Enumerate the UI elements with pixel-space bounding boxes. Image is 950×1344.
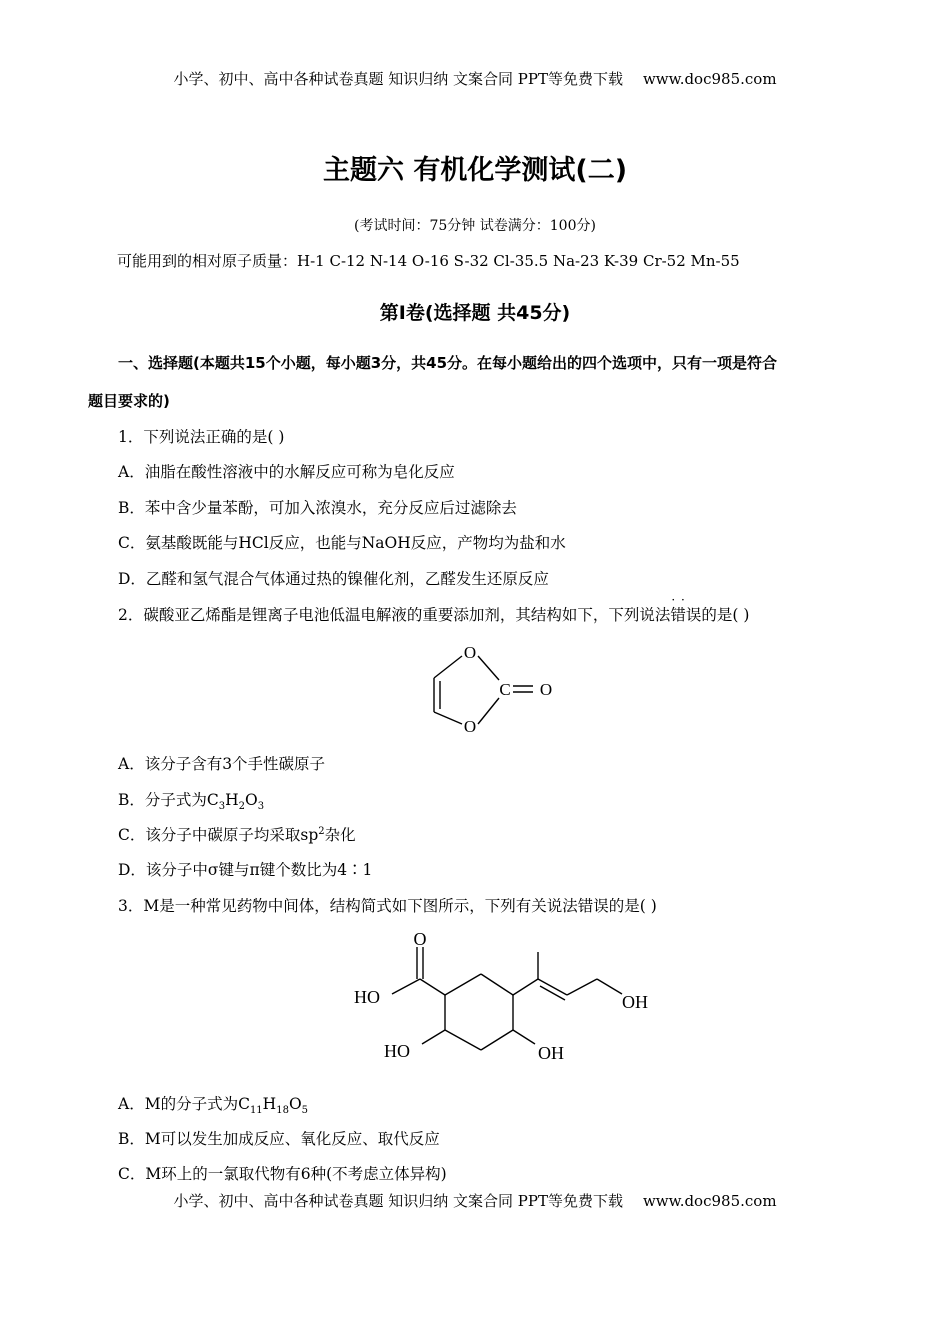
q2-c-sup: 2 xyxy=(318,825,325,837)
ring-bond-2 xyxy=(481,974,513,995)
part-title: 第Ⅰ卷(选择题 共45分) xyxy=(379,302,571,324)
q1-option-d: D．乙醛和氢气混合气体通过热的镍催化剂，乙醛发生还原反应 xyxy=(118,570,549,588)
atom-o-bottom: O xyxy=(463,717,477,736)
q3-option-c: C．M环上的一氯取代物有6种(不考虑立体异构) xyxy=(118,1165,447,1183)
group-ho-acid: HO xyxy=(354,987,380,1007)
bond-ch2-oh xyxy=(597,979,622,994)
atom-o-carbonyl: O xyxy=(413,929,427,949)
q2-b-sub2: 2 xyxy=(238,801,246,813)
bond-alkene-2 xyxy=(540,986,565,1000)
vinylene-carbonate-structure xyxy=(420,640,570,740)
q1-option-c: C．氨基酸既能与HCl反应，也能与NaOH反应，产物均为盐和水 xyxy=(118,534,566,552)
header-site[interactable]: www.doc985.com xyxy=(642,70,777,88)
compound-m-structure xyxy=(340,922,680,1072)
q2-option-b xyxy=(118,788,264,812)
q3-option-b: B．M可以发生加成反应、氧化反应、取代反应 xyxy=(118,1130,440,1148)
atom-o-top: O xyxy=(463,643,477,662)
ring-bond-5 xyxy=(445,1030,481,1050)
ring-bond-4 xyxy=(481,1030,513,1050)
footer-text: 小学、初中、高中各种试卷真题 知识归纳 文案合同 PPT等免费下载 xyxy=(173,1192,623,1210)
atom-c-carbonyl: C xyxy=(499,680,511,699)
bond-o1-c2 xyxy=(478,656,499,680)
section-instructions-line2: 题目要求的) xyxy=(88,392,170,410)
bond-o3-c2 xyxy=(478,698,499,724)
exam-info: (考试时间：75分钟 试卷满分：100分) xyxy=(354,218,596,234)
footer-site[interactable]: www.doc985.com xyxy=(642,1192,777,1210)
q1-option-a: A．油脂在酸性溶液中的水解反应可称为皂化反应 xyxy=(118,463,455,481)
q2-stem-emphasis: · · 错误 xyxy=(670,606,701,624)
bond-ring-oh-right xyxy=(513,1030,535,1044)
bond-o1-c4 xyxy=(434,656,462,678)
q2-c-post: 杂化 xyxy=(324,826,356,844)
q2-stem-post: 的是( ) xyxy=(701,606,750,624)
q2-b-o: O xyxy=(245,791,258,809)
bond-c5-o3 xyxy=(434,712,462,724)
bond-ring-oh-left xyxy=(422,1030,445,1044)
q3-a-sub1: 11 xyxy=(249,1105,263,1117)
section-instructions-line1: 一、选择题(本题共15个小题，每小题3分，共45分。在每小题给出的四个选项中，只有一项是符合 xyxy=(118,354,778,372)
q2-b-sub3: 3 xyxy=(257,801,265,813)
page-title: 主题六 有机化学测试(二) xyxy=(322,155,628,186)
q2-option-d: D．该分子中σ键与π键个数比为4∶1 xyxy=(118,861,373,879)
q3-stem: 3．M是一种常见药物中间体，结构简式如下图所示，下列有关说法错误的是( ) xyxy=(118,897,657,915)
q1-stem: 1．下列说法正确的是( ) xyxy=(118,428,285,446)
page-header xyxy=(0,68,950,89)
bond-c-oh-acid xyxy=(392,979,420,994)
page-footer xyxy=(0,1190,950,1211)
atom-o-carbonyl: O xyxy=(539,680,553,699)
q2-stem-pre: 2．碳酸亚乙烯酯是锂离子电池低温电解液的重要添加剂，其结构如下，下列说法 xyxy=(118,606,671,624)
atomic-masses: 可能用到的相对原子质量：H-1 C-12 N-14 O-16 S-32 Cl-35.5 Na-23 K-39 Cr-52 Mn-55 xyxy=(117,252,740,270)
bond-ring-alkene xyxy=(513,979,538,995)
q3-a-sub2: 18 xyxy=(276,1105,289,1117)
group-oh-chain: OH xyxy=(622,992,648,1012)
q3-a-o: O xyxy=(288,1095,302,1113)
group-ho-ring-left: HO xyxy=(384,1041,410,1061)
q2-b-h: H xyxy=(225,791,239,809)
q3-a-sub3: 5 xyxy=(301,1105,309,1117)
q2-b-text: B．分子式为C xyxy=(118,791,219,809)
q1-option-b: B．苯中含少量苯酚，可加入浓溴水，充分反应后过滤除去 xyxy=(118,499,517,517)
q2-stem xyxy=(118,603,749,625)
ring-bond-1 xyxy=(445,974,481,995)
q3-a-h: H xyxy=(262,1095,277,1113)
header-text: 小学、初中、高中各种试卷真题 知识归纳 文案合同 PPT等免费下载 xyxy=(173,70,623,88)
q3-a-text: A．M的分子式为C xyxy=(118,1095,250,1113)
q2-option-c xyxy=(118,823,356,845)
bond-chain-ch2 xyxy=(567,979,597,995)
group-oh-ring-right: OH xyxy=(538,1043,564,1063)
q2-option-a: A．该分子含有3个手性碳原子 xyxy=(118,755,326,773)
q2-b-sub1: 3 xyxy=(218,801,226,813)
q3-option-a xyxy=(118,1092,308,1116)
q2-c-text: C．该分子中碳原子均采取sp xyxy=(118,826,319,844)
bond-ring-cooh xyxy=(420,979,445,995)
